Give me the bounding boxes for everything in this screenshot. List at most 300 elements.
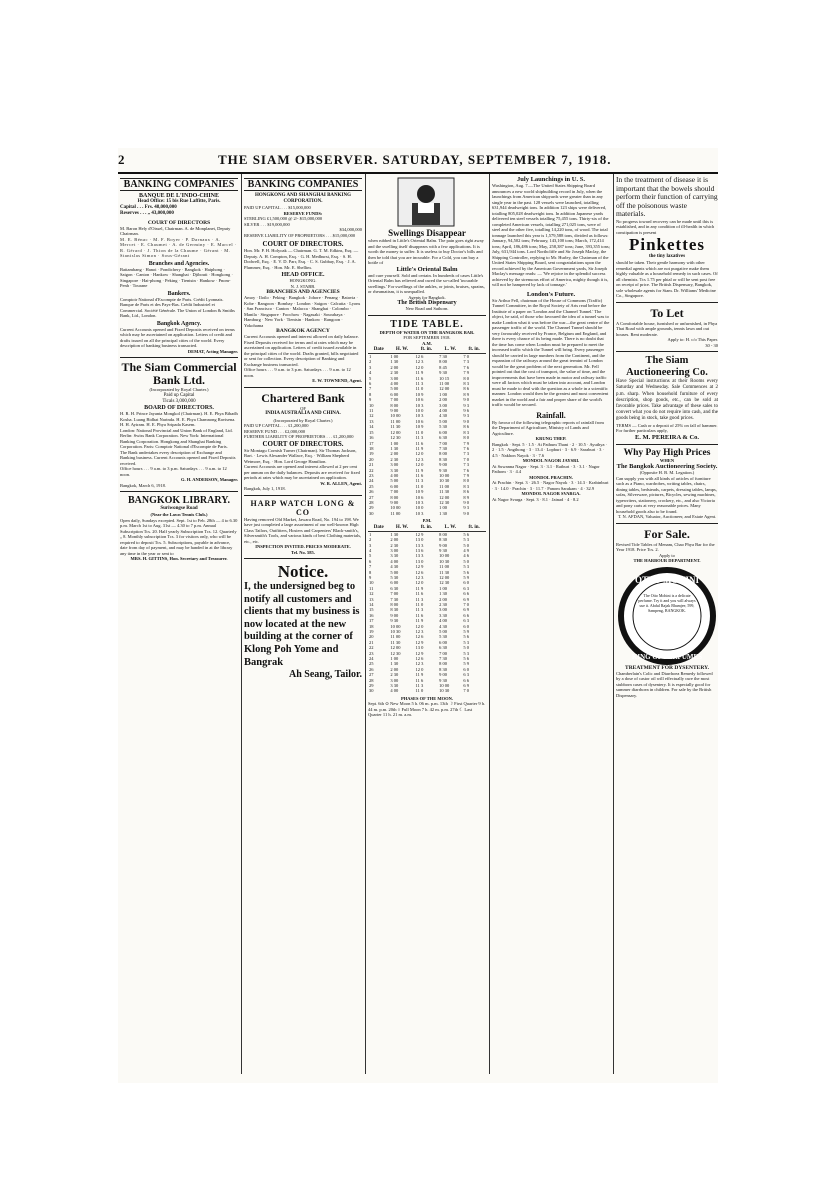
tide-cell: 13 3 bbox=[415, 542, 424, 548]
tide-cell: 1 00 bbox=[390, 440, 399, 446]
tide-cell: 4 6 bbox=[463, 553, 469, 559]
tide-cell: 8 00 bbox=[439, 451, 448, 457]
bankers-heading: Bankers. bbox=[167, 290, 191, 297]
tide-cell: 5 9 bbox=[463, 574, 469, 580]
tide-cell: 8 bbox=[369, 569, 372, 575]
hsbc-court-heading: COURT OF DIRECTORS. bbox=[262, 240, 344, 249]
tide-cell: 3 30 bbox=[390, 553, 399, 559]
tide-cell: 23 bbox=[369, 650, 374, 656]
tide-cell: 11 0 bbox=[415, 429, 424, 435]
launchings-heading: July Launchings in U. S. bbox=[517, 176, 585, 183]
agency-signature: DEMAT, Acting Manager. bbox=[187, 348, 238, 354]
tide-cell: 1 00 bbox=[439, 391, 448, 397]
tide-cell: 7 0 bbox=[463, 456, 469, 462]
tide-cell: 11 00 bbox=[439, 564, 450, 570]
why-pay-text: Can supply you with all kinds of articles of furniture such as a Piano, wardrobes, writing tables, chairs, dining tables, bedsteads, carpets, dressing tables, lamps, sofas, Silverware, pictures, Bicycles, sewing machines, typewriters, stationery, crockery, etc., and also Victoria and pony carts at very reasonable prices. Many household goods also to be found. bbox=[616, 475, 717, 514]
tide-cell: 5 00 bbox=[439, 418, 448, 424]
agency-text: Current Accounts opened and Fixed Deposits received on terms which may be ascertained on application. Letters of credit and drafts issued on all the principal cities of the world. Every description of banking business transacted. bbox=[120, 326, 235, 349]
tide-cell: 8 00 bbox=[439, 359, 448, 365]
hsbc-name: HONGKONG AND SHANGHAI BANKING CORPORATION. bbox=[255, 193, 351, 205]
tide-cell: 13 3 bbox=[415, 553, 424, 559]
tide-cell: 10 6 bbox=[415, 397, 424, 403]
tide-cell: 11 3 bbox=[415, 683, 424, 689]
tide-cell: 7 9 bbox=[463, 370, 469, 376]
rainfall-rows-3: At Prachin · Sept. 3 · 26.5 · Nagor Nayok · 3 · 14.3 · Krabinburi · 3 · 14.0 · Prachin · 3 · 11.7 · Panom Sarakam · 4 · 32.9 bbox=[492, 480, 609, 491]
tide-cell: 10 3 bbox=[415, 413, 424, 419]
why-pay-when: WHEN bbox=[659, 457, 675, 463]
tide-cell: 8 6 bbox=[463, 424, 469, 430]
tide-cell: 8 0 bbox=[463, 478, 469, 484]
column-3 bbox=[368, 176, 486, 1076]
directors-filler: M. E. Bénac · M. F. Boyer · P. Darnaux · A. Mercet · E. Chaumet · A. de Germiny · E. Marcel · R. Gérard · J. Thion de la Chaume · Gérant · M. Stanislas Simon · Sous-Gérant bbox=[120, 236, 237, 259]
tide-cell: 9 0 bbox=[463, 510, 469, 516]
tide-cell: 1 30 bbox=[439, 510, 448, 516]
tide-cell: 12 00 bbox=[439, 494, 450, 500]
tide-cell: 2 30 bbox=[439, 601, 448, 607]
library-signature: MRS. H. GITTINS, Hon. Secretary and Treasurer. bbox=[130, 556, 228, 562]
tide-cell: 5 3 bbox=[463, 564, 469, 570]
tide-cell: 12 00 bbox=[390, 645, 401, 651]
harp-watch-inspection: INSPECTION INVITED. PRICES MODERATE. bbox=[255, 544, 351, 550]
rainfall-rows-2: At Suwanna Nagor · Sept. 3 · 3.1 · Ratburi · 3 · 3.1 · Nagor Pathom · 3 · 4.4 bbox=[492, 463, 600, 474]
otto-inner-text: The Otto Mohini is a delicate perfume. Try it and you will always use it. Abdul Rajak Bhamjee, 599, Sampeng, BANGKOK. bbox=[638, 592, 696, 613]
tide-cell: 10 00 bbox=[390, 413, 401, 419]
tide-cell: 12 30 bbox=[439, 499, 450, 505]
tide-cell: 3 00 bbox=[390, 547, 399, 553]
tide-column-header: ft. in. bbox=[462, 524, 486, 532]
hsbc-agency-text: Current Accounts opened and interest allowed on daily balance. Fixed Deposits received for terms and at rates which may be ascertained on application. Letters of credit issued available in the principal cities of the world. Drafts granted, bills negotiated or sent for collection. Every description of Banking and Exchange business transacted. bbox=[244, 334, 359, 367]
tide-cell: 21 bbox=[369, 639, 374, 645]
chartered-capital: PAID UP CAPITAL . . . £1,200,000 bbox=[244, 423, 309, 429]
tide-cell: 11 6 bbox=[415, 677, 424, 683]
tide-cell: 8 30 bbox=[439, 456, 448, 462]
paid-capital-value: Ticals 3,000,000 bbox=[162, 398, 196, 404]
tide-cell: 15 bbox=[369, 429, 374, 435]
tide-row bbox=[368, 511, 486, 516]
tide-cell: 10 00 bbox=[439, 553, 450, 559]
for-sale-text: Revised Tide Tables of Menam, Chao Phya Bar for the Year 1918. Price Tcs. 2. bbox=[616, 541, 715, 553]
tide-cell: 7 3 bbox=[463, 451, 469, 457]
tide-cell: 9 3 bbox=[463, 402, 469, 408]
chartered-bank-heading: Chartered Bank bbox=[261, 390, 345, 405]
harp-watch-heading: HARP WATCH LONG & CO bbox=[250, 498, 356, 517]
tide-cell: 7 30 bbox=[390, 596, 399, 602]
tide-cell: 9 00 bbox=[390, 499, 399, 505]
tide-cell: 6 3 bbox=[463, 672, 469, 678]
tide-cell: 29 bbox=[369, 505, 374, 511]
tide-cell: 1 00 bbox=[439, 585, 448, 591]
auctioneering-heading: The Siam Auctioneering Co. bbox=[626, 355, 708, 379]
tide-cell: 11 0 bbox=[415, 688, 424, 694]
chartered-inc: (Incorporated by Royal Charter.) bbox=[273, 417, 333, 423]
tide-table-month: FOR SEPTEMBER 1918. bbox=[403, 335, 451, 340]
tide-cell: 6 00 bbox=[390, 580, 399, 586]
tide-cell: 12 9 bbox=[415, 564, 424, 570]
tide-cell: 7 00 bbox=[439, 650, 448, 656]
tide-cell: 16 bbox=[369, 435, 374, 441]
tide-cell: 8 00 bbox=[390, 494, 399, 500]
tide-cell: 11 0 bbox=[415, 386, 424, 392]
chartered-sub: INDIA AUSTRALIA AND CHINA. bbox=[265, 411, 341, 417]
pinkettes-heading: Pinkettes bbox=[628, 235, 706, 254]
tide-cell: 6 3 bbox=[463, 585, 469, 591]
svg-text:OTTO MOHINI: OTTO MOHINI bbox=[634, 574, 700, 585]
rainfall-heading: Rainfall. bbox=[536, 410, 566, 420]
tide-cell: 7 bbox=[369, 564, 372, 570]
tide-cell: 6 6 bbox=[463, 677, 469, 683]
tide-cell: 13 6 bbox=[415, 547, 424, 553]
chartered-directors: Sir Montagu Cornish Turner (Chairman). Sir Thomas Jackson, Bart. · Lewis Alexander Wallace, Esq. · William Shepherd Wetmore, Esq. · Hon. Lord George Hamilton. bbox=[244, 447, 357, 464]
tide-cell: 12 0 bbox=[415, 580, 424, 586]
tide-cell: 9 30 bbox=[439, 677, 448, 683]
tide-cell: 11 6 bbox=[415, 472, 424, 478]
masthead bbox=[118, 150, 718, 174]
tide-cell: 8 00 bbox=[439, 531, 448, 537]
tide-cell: 5 30 bbox=[439, 424, 448, 430]
for-sale-apply: Apply to bbox=[659, 552, 675, 558]
british-dispensary: The British Dispensary bbox=[397, 300, 457, 306]
agents-list: London: National Provincial and Union Bank of England, Ltd. Berlin: Swiss Bank Corporation. New York: International Banking Corporation. Hongkong and Shanghai Banking Corporation. Paris: Comptoir National d'Escompte de Paris. bbox=[120, 427, 233, 450]
tide-cell: 1 00 bbox=[390, 656, 399, 662]
tide-cell: 10 00 bbox=[439, 683, 450, 689]
tide-cell: 12 0 bbox=[415, 451, 424, 457]
tide-column-header: Date bbox=[368, 524, 389, 532]
hsbc-agency-heading: BANGKOK AGENCY bbox=[276, 328, 330, 335]
rainfall-sub-2: MONDOL NAGOR JAYSRI. bbox=[522, 458, 580, 463]
tide-cell: 22 bbox=[369, 467, 374, 473]
tide-cell: 10 00 bbox=[390, 505, 401, 511]
moon-phases: Sept. 6th ⊙ New Moon 5 h. 06 m. p.m. 13th ☽ First Quarter 9 h. 44 m. p.m. 20th ○ Full Moon 7 h. 42 m. p.m. 27th ☾ Last Quarter 11 h. 21 m. a.m. bbox=[368, 701, 486, 718]
bankers-list: Comptoir National d'Escompte de Paris. Crédit Lyonnais. Banque de Paris et des Pays-Bas. Crédit Industriel et Commercial. Société Générale. The Union of London & Smiths Bank, Ltd., London. bbox=[120, 296, 235, 319]
bank-business: The Bank undertakes every description of Exchange and Banking business. Current Accounts opened and Fixed Deposits received. bbox=[120, 449, 236, 466]
library-location: (Near the Lawn Tennis Club.) bbox=[150, 512, 208, 518]
chartered-reserve: RESERVE FUND . . . £2,000,000 bbox=[244, 428, 306, 434]
tide-cell: 3 00 bbox=[390, 677, 399, 683]
tide-cell: 9 00 bbox=[390, 408, 399, 414]
bank-name: BANQUE DE L'INDO-CHINE bbox=[138, 193, 219, 199]
dispensary-road: New Road and Sathorn. bbox=[405, 306, 449, 311]
tide-cell: 12 0 bbox=[415, 666, 424, 672]
tide-cell: 17 bbox=[369, 440, 374, 446]
rainfall-rows-1: Bangkok · Sept. 5 · 1.5 · At Pathum Thani · 2 · 10.5 · Ayuthya · 2 · 1.5 · Angthong · 3 · 13.4 · Lopburi · 3 · 6.9 · Saraburi · 3 · 4.5 · Nakhon Nayok · 3 · 7.6 bbox=[492, 441, 608, 458]
tide-column-header: ft. in. bbox=[415, 524, 439, 532]
tide-cell: 14 bbox=[369, 601, 374, 607]
tide-cell: 10 9 bbox=[415, 424, 424, 430]
tide-cell: 12 00 bbox=[390, 429, 401, 435]
tide-cell: 8 0 bbox=[463, 375, 469, 381]
branches-heading: Branches and Agencies. bbox=[148, 260, 210, 267]
tide-cell: 6 0 bbox=[463, 666, 469, 672]
dysentery-heading: TREATMENT FOR DYSENTERY. bbox=[625, 664, 709, 671]
notice-signature: Ah Seang, Tailor. bbox=[289, 669, 362, 681]
tide-cell: 1 bbox=[369, 354, 372, 359]
tide-cell: 11 00 bbox=[439, 483, 450, 489]
tide-cell: 5 3 bbox=[463, 537, 469, 543]
tide-cell: 28 bbox=[369, 677, 374, 683]
hsbc-sterling: STERLING £1,500,000 @ 2/- $15,000,000 bbox=[244, 216, 323, 222]
tide-cell: 9 30 bbox=[439, 547, 448, 553]
hsbc-hours: Office hours . . . 9 a.m. to 3 p.m. Saturdays . . . 9 a.m. to 12 noon. bbox=[244, 367, 351, 378]
tide-cell: 2 30 bbox=[390, 456, 399, 462]
tide-cell: 6 bbox=[369, 558, 372, 564]
tide-column-header: L. W. bbox=[438, 346, 462, 354]
tide-cell: 8 00 bbox=[439, 661, 448, 667]
tide-cell: 4 9 bbox=[463, 547, 469, 553]
tide-cell: 12 00 bbox=[439, 574, 450, 580]
chartered-court: COURT OF DIRECTORS. bbox=[262, 439, 344, 448]
tide-cell: 11 30 bbox=[390, 639, 401, 645]
manager-signature: G. H. ANDERSON, Manager. bbox=[181, 477, 238, 483]
tide-cell: 10 15 bbox=[439, 375, 450, 381]
tide-cell: 2 00 bbox=[439, 397, 448, 403]
tide-cell: 11 9 bbox=[415, 672, 424, 678]
tide-cell: 2 00 bbox=[390, 451, 399, 457]
tide-cell: 10 00 bbox=[439, 472, 450, 478]
tide-cell: 4 30 bbox=[390, 564, 399, 570]
tide-cell: 11 6 bbox=[415, 440, 424, 446]
tide-cell: 18 bbox=[369, 445, 374, 451]
why-pay-heading: Why Pay High Prices bbox=[623, 447, 711, 458]
tide-cell: 8 9 bbox=[463, 494, 469, 500]
tide-cell: 11 bbox=[369, 585, 374, 591]
tide-cell: 5 9 bbox=[463, 629, 469, 634]
tide-cell: 7 30 bbox=[439, 354, 448, 359]
column-rule bbox=[241, 174, 242, 1074]
tide-cell: 12 3 bbox=[415, 661, 424, 667]
tide-cell: 6 00 bbox=[390, 483, 399, 489]
laxative-intro: In the treatment of disease it is important that the bowels should perform their function of carrying off the poisonous waste materials. bbox=[616, 176, 718, 218]
tide-cell: 6 6 bbox=[463, 591, 469, 597]
london-text: Sir Arthur Fell, chairman of the House of Commons (Traffic) Tunnel Committee, in the Royal Society of Arts read before the Institute of a paper on 'London and the Channel Tunnel.' The object, he said, of those who favoured the idea of a tunnel was to make London what it was before the war—the great centre of the passenger traffic of the world. The Channel Tunnel should be very favourably received by France, Belgium and England, and there is every chance of its being made. There is no doubt that the time has come when London must be prepared to meet the increased traffic which the Tunnel will bring. Every passenger should be carried in large numbers from the Continent, and the expansion of the railways around the great termini of London would be the great problem of the next generation. Mr. Fell pointed out that the cost of transport, the value of time, and the improvements that have been made in motor and railway traffic were all factors which must be taken into account, and London must be made to deal with the question as a whole in a scientific manner. London would then be the greatest and most convenient market in the world and a fair and proper share of the world's traffic would be secured. bbox=[492, 297, 610, 407]
tide-cell: 5 30 bbox=[439, 634, 448, 640]
pinkettes-sub: the tiny laxatives bbox=[648, 254, 686, 259]
tide-cell: 9 00 bbox=[439, 462, 448, 468]
swellings-agent: Agents for Bangkok. bbox=[408, 294, 446, 300]
laxative-intro-2: No progress toward recovery can be made until this is established, and in any condition of ill-health in which constipation is present bbox=[616, 218, 715, 235]
tide-cell: 7 0 bbox=[463, 688, 469, 694]
banking-companies-heading-2: BANKING COMPANIES bbox=[244, 178, 362, 191]
branches-list: Battambang · Hanoi · Pondichery · Bangkok · Haiphong · Saigon · Canton · Hankow · Shanghai · Djibouti · Hongkong · Singapore · Hai-phong · Peking · Tientsin · Hankow · Pnom-Penh · Tourane bbox=[120, 266, 233, 289]
tide-cell: 7 0 bbox=[463, 601, 469, 607]
tide-cell: 5 00 bbox=[390, 386, 399, 392]
tide-cell: 12 bbox=[369, 413, 374, 419]
tide-cell: 8 3 bbox=[463, 381, 469, 387]
harbour-department: THE HARBOUR DEPARTMENT. bbox=[633, 558, 701, 564]
notice-text: I, the undersigned beg to notify all customers and clients that my business is now located at the new building at the corner of Klong Poh Yome and Bangrak bbox=[244, 581, 360, 668]
tide-cell: 4 bbox=[369, 370, 372, 376]
tide-cell: 11 3 bbox=[415, 596, 424, 602]
tide-cell: 30 bbox=[369, 688, 374, 694]
tide-cell: 11 9 bbox=[415, 370, 424, 376]
tide-cell: 7 30 bbox=[439, 445, 448, 451]
tide-table-am bbox=[368, 341, 486, 517]
tide-cell: 7 3 bbox=[463, 359, 469, 365]
tide-column-header: H. W. bbox=[389, 524, 414, 532]
tide-cell: 12 3 bbox=[415, 574, 424, 580]
tide-cell: 8 00 bbox=[390, 601, 399, 607]
am-label: A.M. bbox=[422, 340, 432, 346]
tide-cell: 9 00 bbox=[439, 542, 448, 548]
tide-cell: 7 6 bbox=[463, 445, 469, 451]
man-with-swollen-face-illustration bbox=[368, 176, 486, 228]
hsbc-reserve: RESERVE FUNDS: bbox=[283, 210, 323, 216]
bank-capital: Capital . . . Frs. 48,000,000 bbox=[120, 205, 177, 211]
tide-cell: 11 6 bbox=[415, 375, 424, 381]
column-4 bbox=[492, 176, 610, 1076]
chartered-signature: W. R. ALLEN, Agent. bbox=[320, 480, 362, 486]
tide-cell: 9 00 bbox=[439, 672, 448, 678]
to-let-text: A Comfortable house, furnished or unfurnished, in Phya Thai Road with ample grounds, tennis lawn and out houses. Rent moderate. bbox=[616, 320, 718, 337]
tide-cell: 4 30 bbox=[439, 413, 448, 419]
tide-cell: 9 6 bbox=[463, 408, 469, 414]
tide-cell: 2 bbox=[369, 359, 372, 365]
tide-cell: 7 bbox=[369, 386, 372, 392]
tide-column-header: ft. in. bbox=[415, 346, 439, 354]
tide-cell: 9 30 bbox=[439, 467, 448, 473]
tide-cell: 12 30 bbox=[390, 435, 401, 441]
launchings-text: Washington, Aug. 7.—The United States Shipping Board announces a new world shipbuilding record in July, when the launchings from American shipyards were greater than in any single year in the past. 128 vessels were launched, totalling 631,944 deadweight tons. In addition 123 ships were delivered, totalling 805,028 deadweight tons. In addition Japanese yards delivered ten steel vessels totalling 75,455 tons. Thirty-six of the completed American vessels, totalling 271,025 tons, were of steel and the other five, totalling 14,220 tons, of wood. The total tonnage launched this year is 1,579,588 tons, divided as follows: January, 94,502 tons; February, 143,100 tons; March, 172,414 tons; April, 186,486 tons; May, 258,387 tons; June, 393,355 tons; July, 631,944 tons. Lord Northcliffe and Sir Joseph Maclay, the Shipping Controller, replying to Mr. Hurley, the Chairman of the United States Shipping Board, sent congratulations upon the record achieved by the American Government yards, Sir Joseph Maclay's message reads: — 'We rejoice in the splendid success achieved by the strenuous effort of America, mighty though it is, will not be hampered by lack of tonnage.' bbox=[492, 183, 610, 287]
tide-cell: 2 00 bbox=[439, 596, 448, 602]
column-rule bbox=[489, 174, 490, 1074]
tide-cell: 20 bbox=[369, 634, 374, 640]
tide-cell: 1 30 bbox=[390, 445, 399, 451]
tide-cell: 5 00 bbox=[439, 629, 448, 634]
tide-cell: 3 00 bbox=[390, 462, 399, 468]
tide-cell: 10 3 bbox=[415, 510, 424, 516]
tide-cell: 7 9 bbox=[463, 472, 469, 478]
hsbc-liability: RESERVE LIABILITY OF PROPRIETORS . . . $15,000,000 bbox=[244, 232, 356, 238]
bank-reserves: Reserves . . . „ 43,000,000 bbox=[120, 211, 174, 217]
tide-cell: 10 bbox=[369, 580, 374, 586]
tide-cell: 9 3 bbox=[463, 413, 469, 419]
date-line: Bangkok, March 6, 1918. bbox=[120, 482, 166, 488]
tide-cell: 5 6 bbox=[463, 569, 469, 575]
tide-cell: 28 bbox=[369, 499, 374, 505]
tide-cell: 8 9 bbox=[463, 391, 469, 397]
tide-table-pm bbox=[368, 518, 486, 694]
tide-cell: 5 0 bbox=[463, 558, 469, 564]
tide-cell: 11 9 bbox=[415, 585, 424, 591]
tide-cell: 12 0 bbox=[415, 364, 424, 370]
tide-column-header: L. W. bbox=[438, 524, 462, 532]
tide-cell: 2 00 bbox=[390, 537, 399, 543]
tide-cell: 5 bbox=[369, 375, 372, 381]
tide-cell: 3 30 bbox=[439, 612, 448, 618]
chartered-text: Current Accounts are opened and interest allowed at 2 per cent per annum on the daily balances. Deposits are received for fixed periods at rates which may be ascertained on application. bbox=[244, 464, 360, 481]
tide-cell: 7 00 bbox=[439, 440, 448, 446]
hsbc-manager: N. J. STABB. bbox=[290, 283, 316, 289]
tide-cell: 12 6 bbox=[415, 634, 424, 640]
tide-cell: 7 30 bbox=[439, 656, 448, 662]
auctioneering-terms: TERMS — Cash or a deposit of 25% on fall of hammer. bbox=[616, 422, 718, 428]
tide-cell: 12 0 bbox=[415, 462, 424, 468]
tide-cell: 8 3 bbox=[463, 429, 469, 435]
tide-cell: 5 6 bbox=[463, 634, 469, 640]
moon-heading: PHASES OF THE MOON. bbox=[400, 695, 453, 701]
tide-cell: 6 00 bbox=[390, 391, 399, 397]
paid-capital-label: Paid up Capital bbox=[163, 392, 195, 398]
tide-cell: 1 bbox=[369, 531, 372, 537]
board-heading: BOARD OF DIRECTORS. bbox=[144, 405, 214, 412]
tide-cell: 3 30 bbox=[390, 467, 399, 473]
tide-cell: 11 00 bbox=[390, 634, 401, 640]
tide-cell: 4 bbox=[369, 547, 372, 553]
tide-cell: 24 bbox=[369, 656, 374, 662]
tide-cell: 12 bbox=[369, 591, 374, 597]
page-number: 2 bbox=[118, 152, 125, 167]
siam-commercial-bank-heading: The Siam Commercial Bank Ltd. bbox=[121, 360, 237, 388]
rainfall-sub-4: MONDOL NAGOR SVARGA. bbox=[521, 491, 581, 496]
tide-cell: 3 30 bbox=[390, 683, 399, 689]
tide-cell: 19 bbox=[369, 629, 374, 634]
tide-cell: 22 bbox=[369, 645, 374, 651]
tide-cell: 11 00 bbox=[390, 418, 401, 424]
tide-cell: 5 3 bbox=[463, 639, 469, 645]
tide-cell: 10 6 bbox=[415, 494, 424, 500]
directors-list: M. Baron Hely d'Oissel, Chairman. A. de Monplanet, Deputy Chairman. bbox=[120, 225, 231, 237]
tide-cell: 7 00 bbox=[390, 489, 399, 495]
to-let-heading: To Let bbox=[650, 305, 684, 320]
tide-cell: 10 3 bbox=[415, 499, 424, 505]
tide-cell: 12 30 bbox=[439, 580, 450, 586]
rainfall-sub-3: MONDOL PRACHIN. bbox=[529, 474, 573, 480]
tide-cell: 4 00 bbox=[390, 472, 399, 478]
tide-cell: 11 9 bbox=[415, 445, 424, 451]
tide-cell: 6 9 bbox=[463, 607, 469, 613]
tide-cell: 6 3 bbox=[463, 618, 469, 624]
tide-cell: 16 bbox=[369, 612, 374, 618]
tide-cell: 9 00 bbox=[390, 612, 399, 618]
hsbc-branches-heading: BRANCHES AND AGENCIES bbox=[266, 289, 340, 296]
tide-cell: 27 bbox=[369, 494, 374, 500]
incorporation-note: (Incorporated by Royal Charter.) bbox=[149, 387, 209, 393]
tide-cell: 10 00 bbox=[390, 623, 401, 629]
tide-cell: 9 bbox=[369, 574, 372, 580]
tide-cell: 21 bbox=[369, 462, 374, 468]
tide-cell: 12 6 bbox=[415, 656, 424, 662]
swellings-text-2: and cure yourself. Sold and certain. In hundreds of cases Little's Oriental Balm has relieved and cured the so-called 'incurable swellings.' For swellings of the ankles, or joints, bruises, sprains, or rheumatism, it is unequalled. bbox=[368, 272, 485, 294]
tide-cell: 6 00 bbox=[439, 639, 448, 645]
tide-cell: 12 3 bbox=[415, 629, 424, 634]
tide-cell: 1 30 bbox=[390, 531, 399, 537]
tide-cell: 7 6 bbox=[463, 467, 469, 473]
tide-cell: 4 00 bbox=[439, 408, 448, 414]
tide-cell: 4 00 bbox=[390, 558, 399, 564]
tide-cell: 11 30 bbox=[390, 424, 401, 430]
tide-cell: 6 bbox=[369, 381, 372, 387]
tide-cell: 1 30 bbox=[439, 591, 448, 597]
tide-cell: 5 6 bbox=[463, 531, 469, 537]
tide-cell: 2 30 bbox=[390, 370, 399, 376]
tide-cell: 8 3 bbox=[463, 483, 469, 489]
tide-cell: 2 00 bbox=[390, 666, 399, 672]
london-heading: London's Future. bbox=[526, 290, 576, 298]
tide-cell: 4 00 bbox=[439, 618, 448, 624]
masthead-title: THE SIAM OBSERVER. SATURDAY, SEPTEMBER 7, 1918. bbox=[218, 152, 612, 167]
tide-column-header: Date bbox=[368, 346, 389, 354]
tide-cell: 12 9 bbox=[415, 531, 424, 537]
tide-cell: 2 30 bbox=[390, 542, 399, 548]
chartered-date: Bangkok, July 1, 1918. bbox=[244, 486, 286, 492]
harp-watch-tel: Tel. No. 585. bbox=[291, 549, 315, 555]
column-rule bbox=[613, 174, 614, 1074]
tide-cell: 6 0 bbox=[463, 580, 469, 586]
tide-cell: 15 bbox=[369, 607, 374, 613]
tide-cell: 6 30 bbox=[439, 435, 448, 441]
tide-cell: 8 6 bbox=[463, 386, 469, 392]
tide-cell: 12 3 bbox=[415, 359, 424, 365]
tide-cell: 8 45 bbox=[439, 364, 448, 370]
